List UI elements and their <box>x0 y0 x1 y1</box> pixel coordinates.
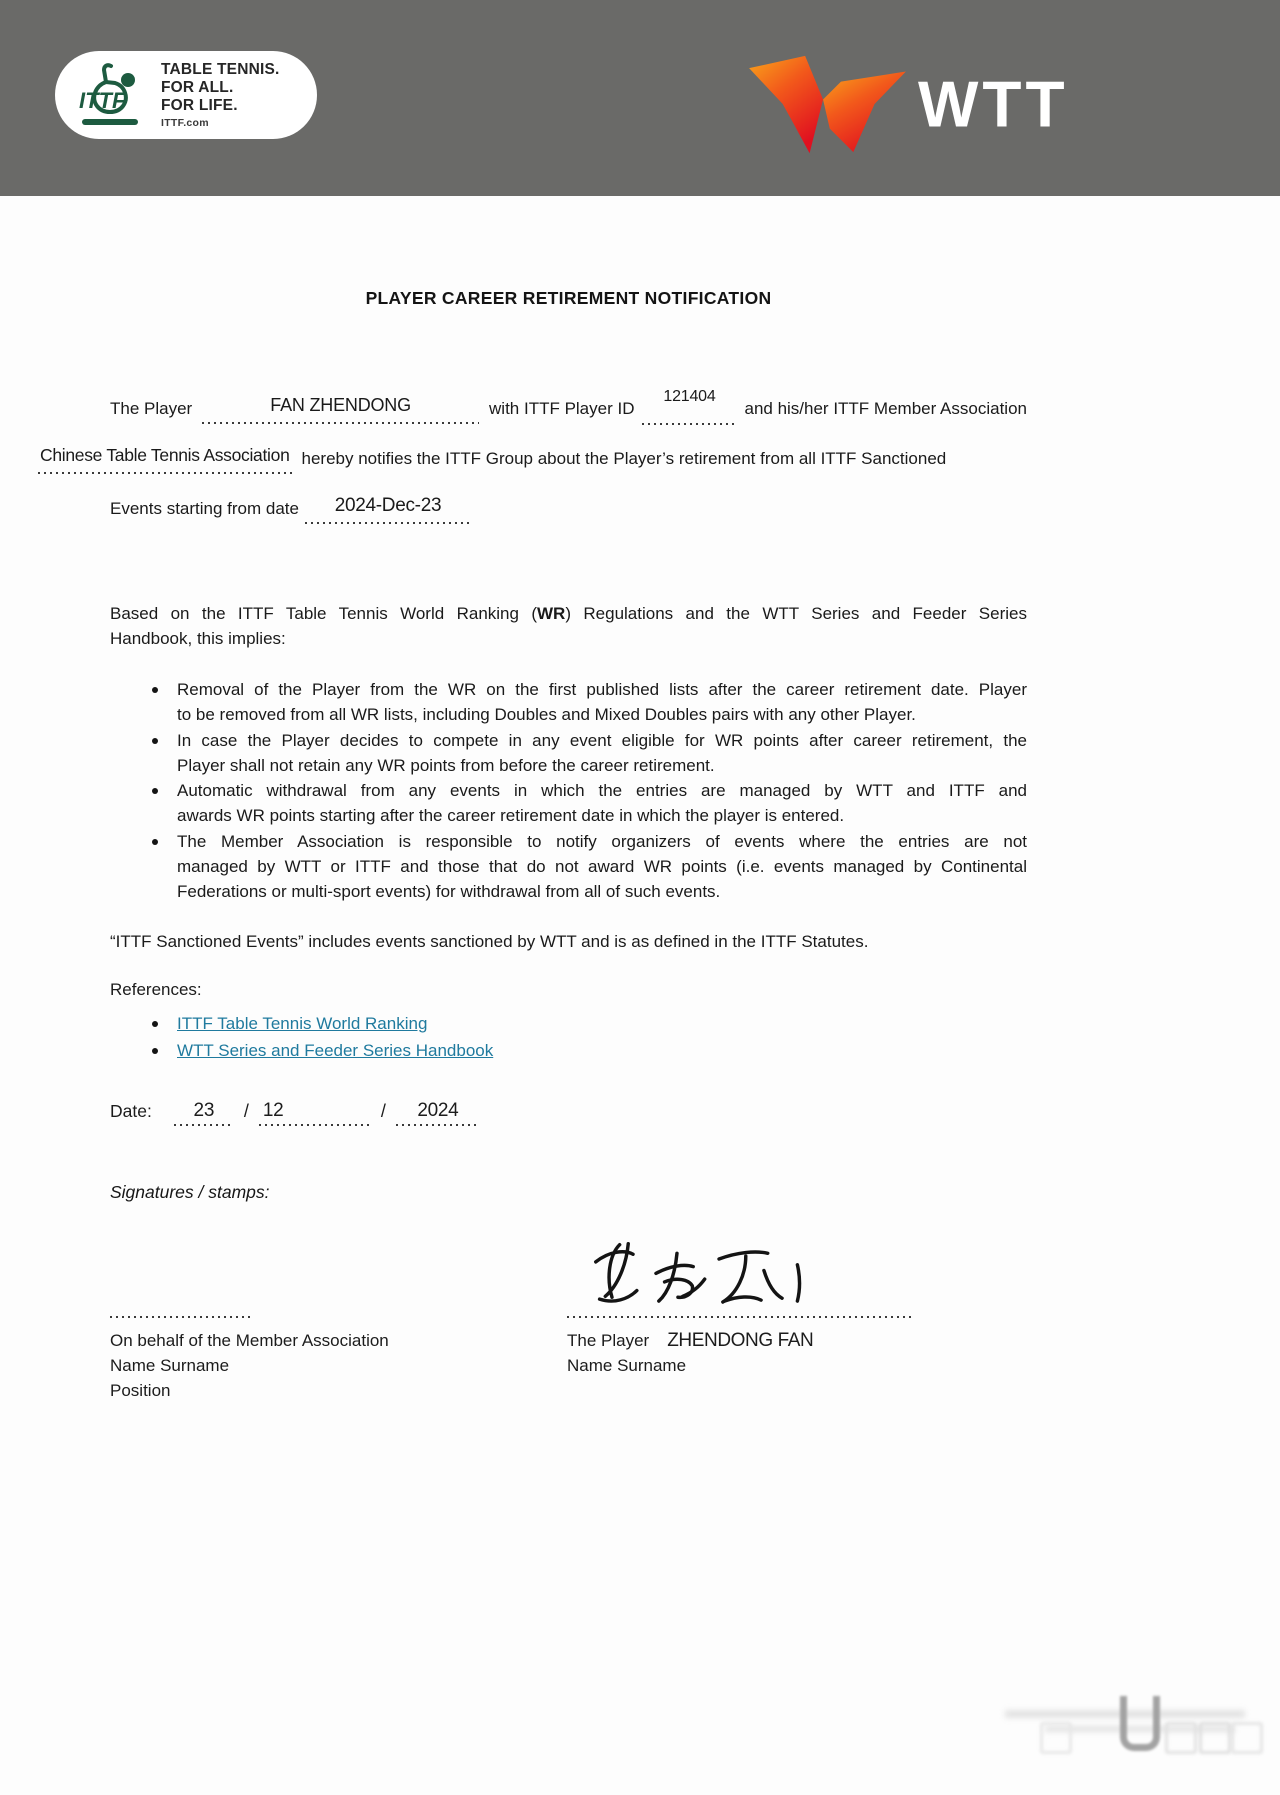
player-id-value: 121404 <box>663 388 716 405</box>
bullet-line: Player shall not retain any WR points from before the career retirement. <box>177 755 715 775</box>
date-day-fill <box>174 1101 234 1126</box>
reference-link-handbook[interactable]: WTT Series and Feeder Series Handbook <box>177 1041 494 1060</box>
intro-line1-pre: The Player <box>110 399 193 418</box>
basis-line1-post: ) Regulations and the WTT Series and Feeder Series <box>565 604 1027 623</box>
ittf-tagline-line: FOR ALL. <box>161 79 234 96</box>
bullet-icon <box>152 1021 158 1027</box>
signatures-heading: Signatures / stamps: <box>110 1182 270 1202</box>
list-item <box>145 778 1027 829</box>
intro-line1-mid: with ITTF Player ID <box>489 399 635 418</box>
list-item <box>110 1011 1027 1038</box>
intro-line3-pre: Events starting from date <box>110 499 299 518</box>
date-year-fill <box>396 1101 480 1126</box>
member-association-signature-block <box>110 1328 530 1403</box>
page-title: PLAYER CAREER RETIREMENT NOTIFICATION <box>365 288 772 308</box>
ittf-tagline-line: FOR LIFE. <box>161 97 238 114</box>
name-surname-label: Name Surname <box>110 1356 230 1375</box>
list-item <box>145 829 1027 905</box>
signature-line-player <box>567 1312 913 1318</box>
bullet-icon <box>152 1048 158 1054</box>
player-id-fill <box>642 388 736 425</box>
watermark-mark <box>1120 1696 1160 1751</box>
intro-line-3 <box>110 496 1027 546</box>
reference-link-world-ranking[interactable]: ITTF Table Tennis World Ranking <box>177 1014 428 1033</box>
date-separator: / <box>243 1101 249 1121</box>
ittf-tagline <box>161 61 280 129</box>
signature-line-member-association <box>110 1312 252 1318</box>
basis-line-1 <box>110 601 1027 626</box>
intro-line2-text: hereby notifies the ITTF Group about the Player’s retirement from all ITTF Sanctioned <box>301 449 947 468</box>
basis-line1-pre: Based on the ITTF Table Tennis World Ranking ( <box>110 604 538 623</box>
bullet-line: The Member Association is responsible to notify organizers of events where the entries are not <box>177 831 1027 851</box>
basis-line-2: Handbook, this implies: <box>110 629 286 649</box>
watermark <box>985 1688 1265 1778</box>
retirement-implications-list <box>145 677 1027 905</box>
association-value: Chinese Table Tennis Association <box>40 445 290 465</box>
list-item <box>145 677 1027 728</box>
ittf-tagline-line: TABLE TENNIS. <box>161 61 280 78</box>
bullet-line: to be removed from all WR lists, including Doubles and Mixed Doubles pairs with any other Player. <box>177 705 916 725</box>
references-section <box>110 980 1027 1065</box>
bullet-line: managed by WTT or ITTF and those that do not award WR points (i.e. events managed by Continental <box>177 857 1027 877</box>
intro-line-2 <box>38 446 1027 496</box>
player-printed-name: ZHENDONG FAN <box>667 1330 814 1351</box>
date-month-value: 12 <box>262 1100 284 1121</box>
basis-line1-bold: WR <box>537 604 566 623</box>
date-line <box>110 1101 710 1126</box>
list-item <box>110 1038 1027 1065</box>
sanctioned-events-note: “ITTF Sanctioned Events” includes events sanctioned by WTT and is as defined in the ITTF Statutes. <box>110 932 869 951</box>
position-label: Position <box>110 1381 171 1400</box>
wtt-wordmark: WTT <box>918 67 1069 141</box>
player-name-value: FAN ZHENDONG <box>270 395 411 415</box>
bullet-line: awards WR points starting after the career retirement date in which the player is entered. <box>177 806 845 826</box>
date-year-value: 2024 <box>417 1100 459 1121</box>
basis-paragraph <box>110 601 1027 652</box>
header-band <box>0 0 1280 196</box>
list-item <box>145 728 1027 779</box>
ittf-logo-icon <box>77 60 155 130</box>
bullet-icon <box>152 839 158 845</box>
ittf-badge <box>55 51 317 139</box>
intro-line-1 <box>110 388 1027 446</box>
intro-paragraph <box>40 388 1027 546</box>
retirement-date-value: 2024-Dec-23 <box>334 495 442 516</box>
on-behalf-label: On behalf of the Member Association <box>110 1331 389 1350</box>
bullet-icon <box>152 788 158 794</box>
name-surname-label: Name Surname <box>567 1356 687 1375</box>
bullet-line: Automatic withdrawal from any events in which the entries are managed by WTT and ITTF and <box>177 781 1027 801</box>
association-fill <box>38 446 292 474</box>
references-label: References: <box>110 980 202 999</box>
bullet-icon <box>152 687 158 693</box>
ittf-logo-text: ITTF <box>79 88 126 113</box>
player-name-fill <box>202 396 479 424</box>
player-signature-block <box>567 1328 1027 1378</box>
date-day-value: 23 <box>193 1100 215 1121</box>
bullet-line: Removal of the Player from the WR on the first published lists after the career retirement date. Player <box>177 680 1027 699</box>
bullet-line: Federations or multi-sport events) for withdrawal from all of such events. <box>177 882 721 902</box>
bullet-line: In case the Player decides to compete in any event eligible for WR points after career retirement, the <box>177 730 1027 750</box>
wtt-logo-icon <box>742 48 922 160</box>
date-month-fill <box>259 1101 371 1126</box>
the-player-label: The Player <box>567 1331 650 1350</box>
ittf-site-label: ITTF.com <box>161 117 209 129</box>
date-label: Date: <box>110 1101 152 1121</box>
intro-line1-post: and his/her ITTF Member Association <box>744 399 1027 418</box>
retirement-date-fill <box>305 496 471 524</box>
date-separator: / <box>380 1101 386 1121</box>
bullet-icon <box>152 738 158 744</box>
